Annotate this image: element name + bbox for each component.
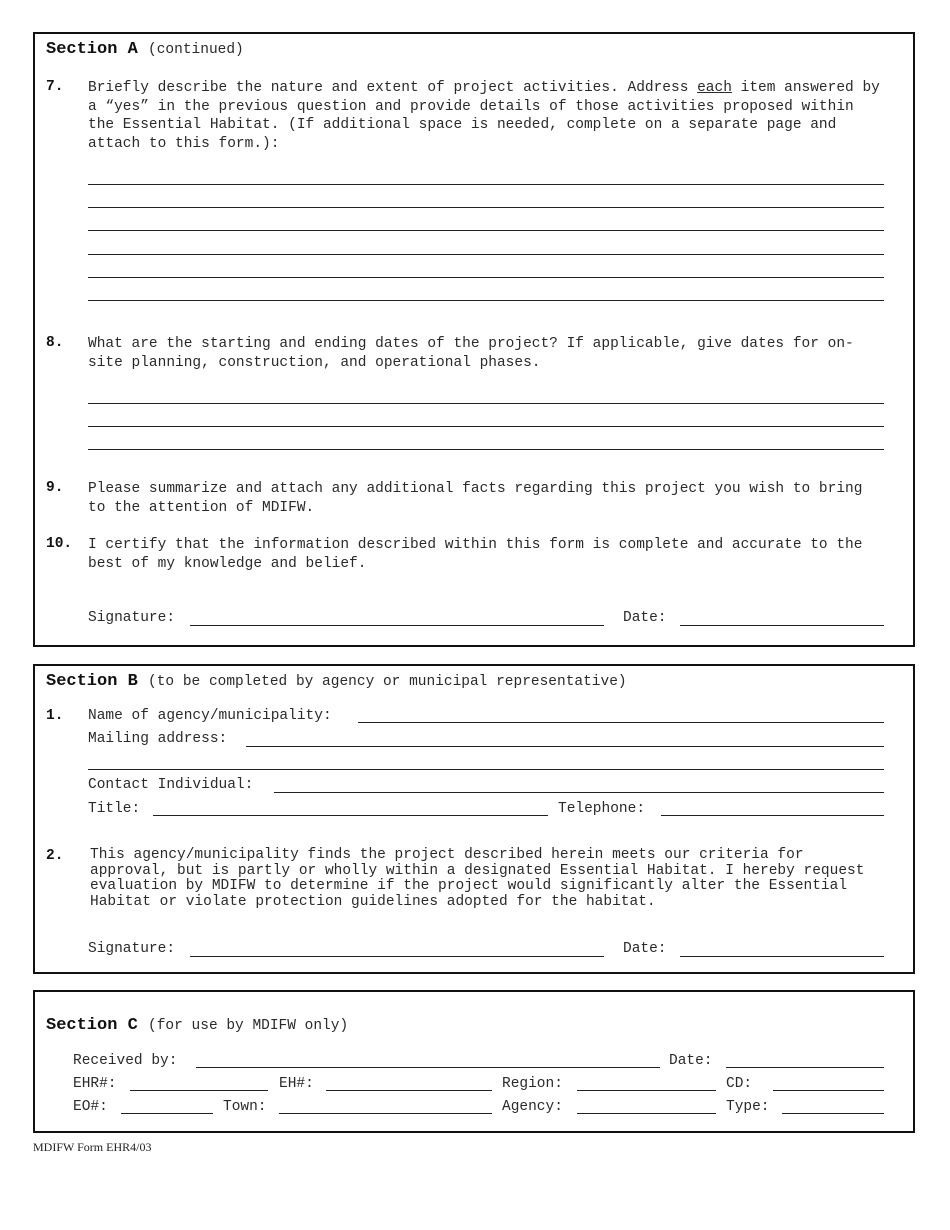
section-b-date-label: Date: bbox=[623, 941, 667, 957]
title-label: Title: bbox=[88, 801, 141, 817]
section-a-date-label: Date: bbox=[623, 610, 667, 626]
section-c-date-field[interactable] bbox=[726, 1067, 884, 1068]
question-7-answer-line[interactable] bbox=[88, 207, 884, 208]
section-b-heading bbox=[46, 672, 627, 691]
eo-number-field[interactable] bbox=[121, 1113, 213, 1114]
type-field[interactable] bbox=[782, 1113, 884, 1114]
question-7-number: 7. bbox=[46, 79, 64, 95]
section-b-signature-label: Signature: bbox=[88, 941, 176, 957]
section-c-date-label: Date: bbox=[669, 1053, 713, 1069]
ehr-number-field[interactable] bbox=[130, 1090, 268, 1091]
contact-individual-field[interactable] bbox=[274, 792, 884, 793]
type-label: Type: bbox=[726, 1099, 770, 1115]
eh-number-label: EH#: bbox=[279, 1076, 314, 1092]
ehr-number-label: EHR#: bbox=[73, 1076, 117, 1092]
region-label: Region: bbox=[502, 1076, 563, 1092]
section-a-heading bbox=[46, 40, 244, 59]
agency-name-label: Name of agency/municipality: bbox=[88, 708, 332, 724]
contact-individual-label: Contact Individual: bbox=[88, 777, 254, 793]
section-c-agency-field[interactable] bbox=[577, 1113, 716, 1114]
telephone-label: Telephone: bbox=[558, 801, 646, 817]
section-b-question-2-number: 2. bbox=[46, 848, 64, 864]
cd-field[interactable] bbox=[773, 1090, 884, 1091]
region-field[interactable] bbox=[577, 1090, 716, 1091]
question-7-answer-line[interactable] bbox=[88, 230, 884, 231]
mailing-address-field[interactable] bbox=[246, 746, 884, 747]
question-9-text: Please summarize and attach any additional facts regarding this project you wish to bring to the attention of MDIFW. bbox=[88, 481, 863, 516]
title-field[interactable] bbox=[153, 815, 548, 816]
section-c-subtitle: (for use by MDIFW only) bbox=[148, 1018, 349, 1034]
question-8-answer-line[interactable] bbox=[88, 426, 884, 427]
question-8-number: 8. bbox=[46, 335, 64, 351]
question-7-answer-line[interactable] bbox=[88, 300, 884, 301]
form-footer: MDIFW Form EHR4/03 bbox=[33, 1140, 152, 1154]
question-9-number: 9. bbox=[46, 480, 64, 496]
section-a-signature-field[interactable] bbox=[190, 625, 604, 626]
section-b-question-2-text: This agency/municipality finds the project described herein meets our criteria for approval, but is partly or wholly within a designated Essential Habitat. I hereby request evaluation by MDIFW to determine if the project would significantly alter the Essential Habitat or violate protection guidelines adopted for the habitat. bbox=[90, 847, 865, 910]
eh-number-field[interactable] bbox=[326, 1090, 492, 1091]
mailing-address-field-2[interactable] bbox=[88, 769, 884, 770]
eo-number-label: EO#: bbox=[73, 1099, 108, 1115]
received-by-label: Received by: bbox=[73, 1053, 178, 1069]
town-label: Town: bbox=[223, 1099, 267, 1115]
section-a-signature-label: Signature: bbox=[88, 610, 176, 626]
received-by-field[interactable] bbox=[196, 1067, 660, 1068]
section-b-date-field[interactable] bbox=[680, 956, 884, 957]
agency-name-field[interactable] bbox=[358, 722, 884, 723]
section-a-subtitle: (continued) bbox=[148, 42, 244, 58]
question-8-answer-line[interactable] bbox=[88, 403, 884, 404]
mailing-address-label: Mailing address: bbox=[88, 731, 228, 747]
cd-label: CD: bbox=[726, 1076, 753, 1092]
question-8-answer-line[interactable] bbox=[88, 449, 884, 450]
section-b-title: Section B bbox=[46, 672, 138, 691]
section-c-agency-label: Agency: bbox=[502, 1099, 563, 1115]
question-10-text: I certify that the information described within this form is complete and accurate to the best of my knowledge and belief. bbox=[88, 537, 863, 572]
question-10-number: 10. bbox=[46, 536, 73, 552]
question-7-answer-line[interactable] bbox=[88, 184, 884, 185]
telephone-field[interactable] bbox=[661, 815, 884, 816]
question-7-text: Briefly describe the nature and extent of project activities. Address each item answered by a “yes” in the previous question and provide details of those activities proposed within the Essential Habitat. (If additional space is needed, complete on a separate page and attach to this form.): bbox=[88, 80, 880, 152]
section-a-title: Section A bbox=[46, 40, 138, 59]
section-b-question-1-number: 1. bbox=[46, 708, 64, 724]
town-field[interactable] bbox=[279, 1113, 492, 1114]
question-7-answer-line[interactable] bbox=[88, 254, 884, 255]
section-a-date-field[interactable] bbox=[680, 625, 884, 626]
emphasis-each: each bbox=[697, 80, 732, 96]
section-c-heading bbox=[46, 1016, 348, 1035]
question-8-text: What are the starting and ending dates of the project? If applicable, give dates for on-site planning, construction, and operational phases. bbox=[88, 336, 854, 371]
section-b-subtitle: (to be completed by agency or municipal representative) bbox=[148, 674, 627, 690]
section-b-signature-field[interactable] bbox=[190, 956, 604, 957]
section-c-title: Section C bbox=[46, 1016, 138, 1035]
question-7-answer-line[interactable] bbox=[88, 277, 884, 278]
